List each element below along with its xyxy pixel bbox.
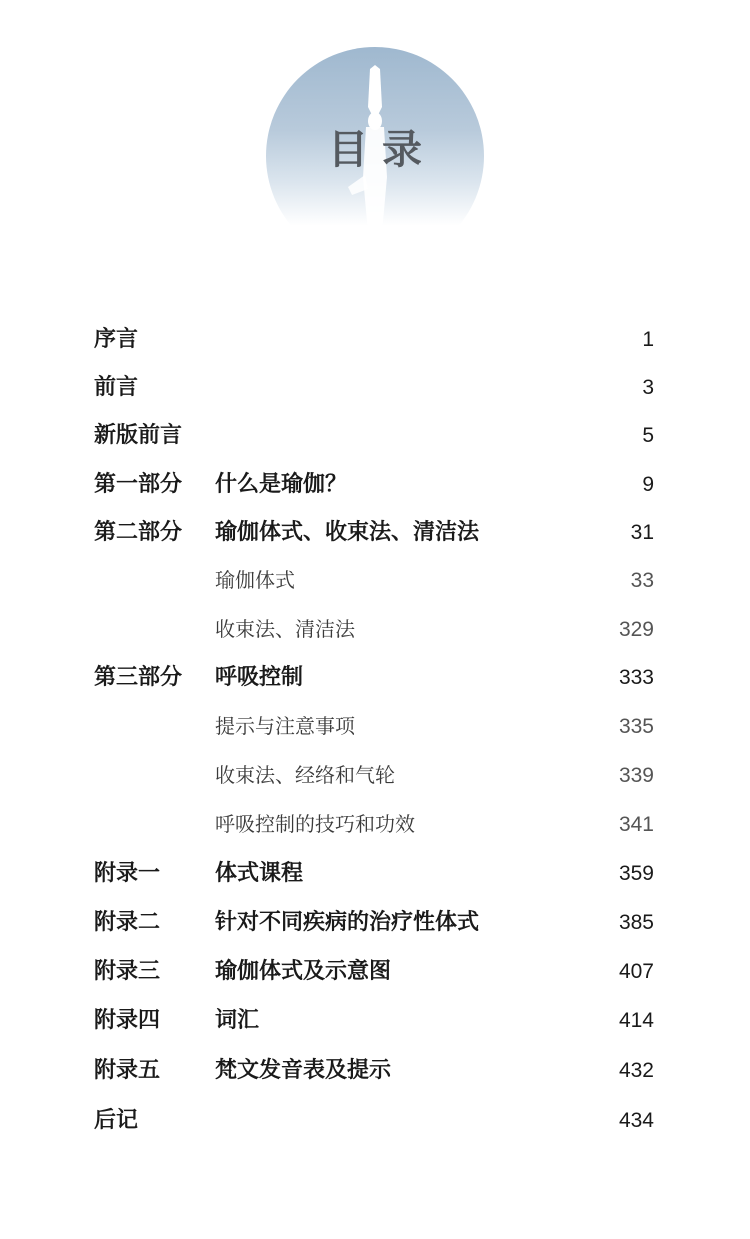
- toc-row-appendix-one[interactable]: [0, 851, 750, 895]
- toc-subsection-title: 呼吸控制的技巧和功效: [215, 812, 415, 836]
- toc-row-part-three[interactable]: [0, 655, 750, 699]
- toc-section-title: 呼吸控制: [215, 664, 304, 690]
- toc-row-foreword[interactable]: [0, 365, 750, 409]
- toc-part-label: 附录四: [94, 1007, 161, 1033]
- toc-part-label: 第二部分: [94, 519, 183, 545]
- toc-page-number: 329: [618, 618, 654, 641]
- toc-row-appendix-five[interactable]: [0, 1048, 750, 1092]
- toc-section-title: 瑜伽体式、收束法、清洁法: [215, 519, 480, 545]
- toc-part-label: 新版前言: [94, 422, 183, 448]
- toc-part-label: 序言: [94, 326, 139, 352]
- toc-part-label: 第三部分: [94, 664, 183, 690]
- toc-page-number: 407: [618, 960, 654, 983]
- toc-row-bandhas-kriyas[interactable]: [0, 607, 750, 651]
- toc-section-title: 什么是瑜伽？: [215, 471, 348, 497]
- toc-section-title: 针对不同疾病的治疗性体式: [215, 909, 480, 935]
- toc-part-label: 第一部分: [94, 471, 183, 497]
- toc-page-number: 335: [618, 715, 654, 738]
- toc-row-bandhas-nadis-chakras[interactable]: [0, 753, 750, 797]
- toc-subsection-title: 提示与注意事项: [215, 714, 355, 738]
- toc-part-label: 后记: [94, 1107, 139, 1133]
- toc-page-number: 33: [630, 569, 654, 592]
- toc-page-number: 359: [618, 862, 654, 885]
- toc-part-label: 附录五: [94, 1057, 161, 1083]
- toc-section-title: 体式课程: [215, 860, 304, 886]
- toc-row-appendix-three[interactable]: [0, 949, 750, 993]
- toc-page-number: 385: [618, 911, 654, 934]
- toc-subsection-title: 收束法、清洁法: [215, 617, 355, 641]
- toc-row-pranayama-techniques[interactable]: [0, 802, 750, 846]
- toc-row-asanas[interactable]: [0, 558, 750, 602]
- toc-page-number: 5: [642, 424, 654, 447]
- toc-page-number: 434: [618, 1109, 654, 1132]
- toc-section-title: 梵文发音表及提示: [215, 1057, 392, 1083]
- toc-row-appendix-two[interactable]: [0, 900, 750, 944]
- toc-part-label: 附录一: [94, 860, 161, 886]
- toc-row-hints-cautions[interactable]: [0, 704, 750, 748]
- toc-page-number: 9: [642, 473, 654, 496]
- toc-subsection-title: 瑜伽体式: [215, 568, 295, 592]
- toc-page-number: 3: [642, 376, 654, 399]
- toc-section-title: 瑜伽体式及示意图: [215, 958, 392, 984]
- toc-page-number: 339: [618, 764, 654, 787]
- toc-page-number: 31: [630, 521, 654, 544]
- toc-page-number: 432: [618, 1059, 654, 1082]
- toc-row-appendix-four[interactable]: [0, 998, 750, 1042]
- toc-row-preface[interactable]: [0, 317, 750, 361]
- toc-page-number: 333: [618, 666, 654, 689]
- toc-part-label: 附录二: [94, 909, 161, 935]
- toc-subsection-title: 收束法、经络和气轮: [215, 763, 395, 787]
- toc-page-number: 414: [618, 1009, 654, 1032]
- page-title: 目录: [328, 127, 436, 173]
- toc-section-title: 词汇: [215, 1007, 260, 1033]
- toc-part-label: 附录三: [94, 958, 161, 984]
- toc-row-part-two[interactable]: [0, 510, 750, 554]
- toc-page-number: 1: [642, 328, 654, 351]
- toc-part-label: 前言: [94, 374, 139, 400]
- toc-row-part-one[interactable]: [0, 462, 750, 506]
- toc-row-new-edition-foreword[interactable]: [0, 413, 750, 457]
- toc-page-number: 341: [618, 813, 654, 836]
- toc-row-afterword[interactable]: [0, 1098, 750, 1142]
